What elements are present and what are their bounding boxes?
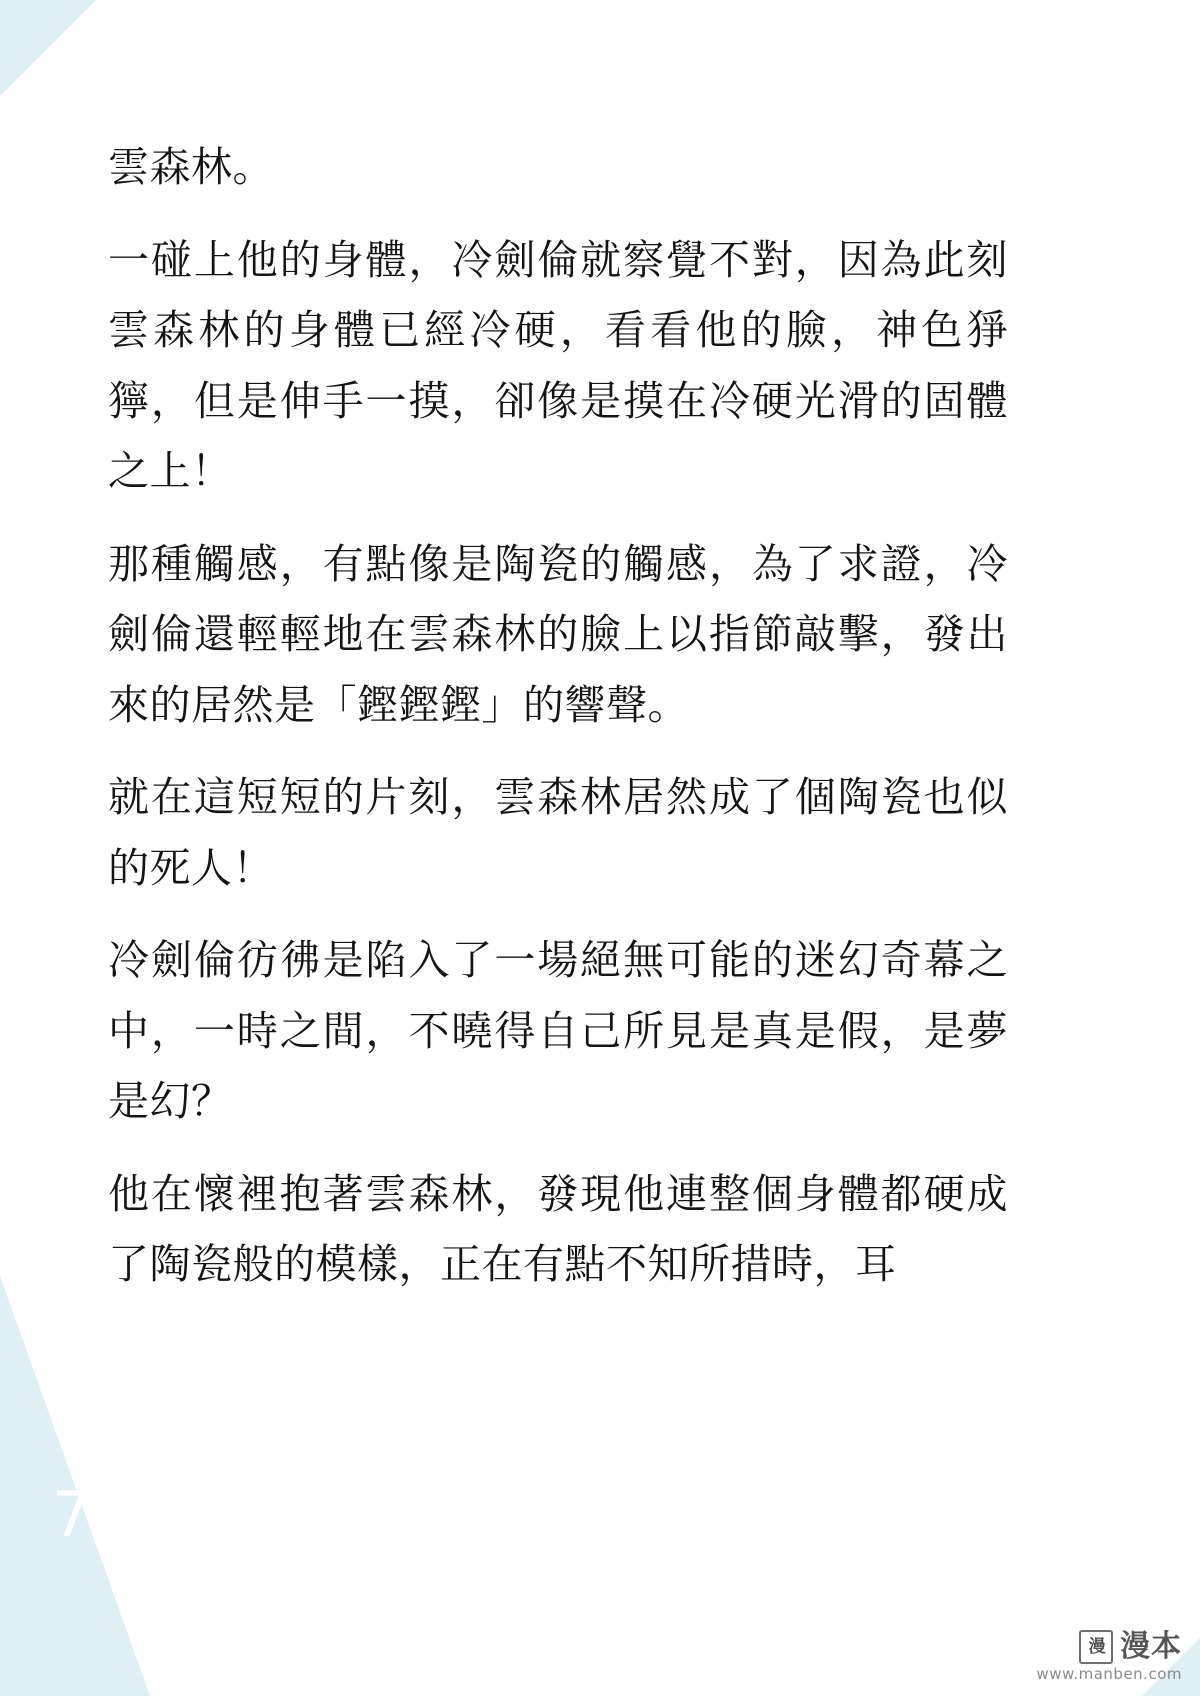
paragraph: 冷劍倫彷彿是陷入了一場絕無可能的迷幻奇幕之中，一時之間，不曉得自己所見是真是假，是夢是幻？ bbox=[108, 936, 1008, 1126]
watermark-url: www.manben.com bbox=[1036, 1665, 1182, 1683]
watermark-brand-row bbox=[1079, 1630, 1182, 1664]
paragraph: 就在這短短的片刻，雲森林居然成了個陶瓷也似的死人！ bbox=[108, 773, 1008, 892]
paragraph: 那種觸感，有點像是陶瓷的觸感，為了求證，冷劍倫還輕輕地在雲森林的臉上以指節敲擊，發出來的居然是「鏗鏗鏗」的響聲。 bbox=[108, 539, 1008, 729]
page-number: 71 bbox=[52, 1478, 135, 1551]
decorative-corner-top-left bbox=[0, 0, 96, 96]
watermark-site-name: 漫本 bbox=[1120, 1629, 1182, 1664]
paragraph: 雲森林。 bbox=[108, 143, 274, 191]
paragraph: 他在懷裡抱著雲森林，發現他連整個身體都硬成了陶瓷般的模樣，正在有點不知所措時，耳 bbox=[108, 1169, 1008, 1289]
site-watermark bbox=[1036, 1630, 1182, 1682]
page-text-body bbox=[108, 132, 1008, 1300]
paragraph: 一碰上他的身體，冷劍倫就察覺不對，因為此刻雲森林的身體已經冷硬，看看他的臉，神色猙獰，但是伸手一摸，卻像是摸在冷硬光滑的固體之上！ bbox=[108, 235, 1008, 496]
manben-logo-icon: 漫 bbox=[1079, 1630, 1113, 1664]
